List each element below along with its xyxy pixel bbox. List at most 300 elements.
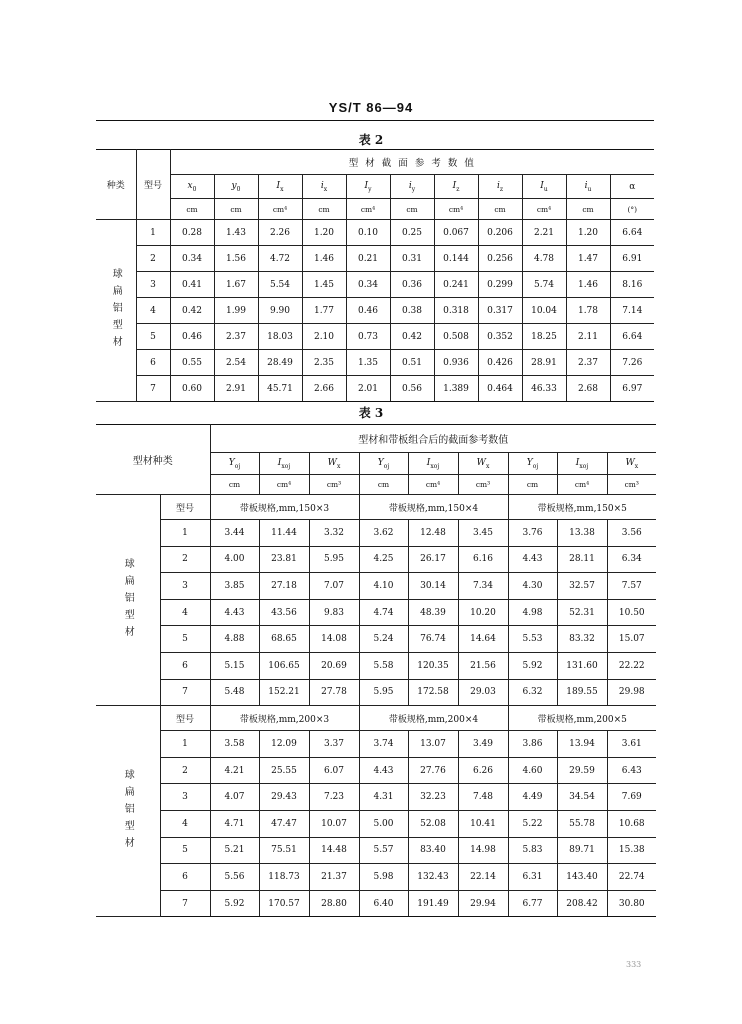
table-cell: 68.65 [259, 626, 309, 653]
symbol-header: $i_x$ [302, 175, 346, 199]
table-row [96, 679, 656, 706]
model-number: 1 [160, 731, 210, 758]
table-cell: 4.72 [258, 246, 302, 272]
table-row [96, 837, 656, 864]
table-cell: 29.98 [607, 679, 656, 706]
table-cell: 10.07 [309, 810, 359, 837]
table-cell: 6.40 [359, 890, 408, 917]
table2 [96, 149, 654, 402]
table-cell: 83.40 [408, 837, 458, 864]
table-cell: 5.98 [359, 864, 408, 891]
model-number: 4 [160, 810, 210, 837]
table-cell: 21.56 [458, 652, 508, 679]
spec-header: 带板规格,mm,150×5 [508, 495, 656, 520]
table-cell: 0.73 [346, 324, 390, 350]
table-cell: 1.56 [214, 246, 258, 272]
table-cell: 0.36 [390, 272, 434, 298]
table-cell: 5.92 [210, 890, 259, 917]
model-number: 3 [160, 784, 210, 811]
table-cell: 7.14 [610, 298, 654, 324]
symbol-header: $W_x$ [607, 453, 656, 475]
table-cell: 3.62 [359, 520, 408, 547]
table-cell: 2.11 [566, 324, 610, 350]
kind-label: 球扁铝型材 [96, 706, 160, 917]
table-cell: 5.95 [309, 546, 359, 573]
table-cell: 6.07 [309, 757, 359, 784]
table-cell: 1.46 [302, 246, 346, 272]
table-cell: 28.11 [557, 546, 607, 573]
table-cell: 6.34 [607, 546, 656, 573]
table-cell: 4.43 [508, 546, 557, 573]
spec-header: 带板规格,mm,200×4 [359, 706, 508, 731]
unit-header: cm⁴ [259, 475, 309, 495]
unit-header: cm [170, 199, 214, 220]
table-cell: 6.77 [508, 890, 557, 917]
table-cell: 0.42 [170, 298, 214, 324]
unit-header: cm [478, 199, 522, 220]
table-cell: 6.91 [610, 246, 654, 272]
table-cell: 27.78 [309, 679, 359, 706]
table-cell: 1.389 [434, 376, 478, 402]
table-cell: 5.54 [258, 272, 302, 298]
table-cell: 29.43 [259, 784, 309, 811]
table-cell: 8.16 [610, 272, 654, 298]
symbol-header: $Y_{oj}$ [210, 453, 259, 475]
table-cell: 5.15 [210, 652, 259, 679]
table-row [96, 298, 654, 324]
table-cell: 0.55 [170, 350, 214, 376]
unit-header: cm [390, 199, 434, 220]
table-cell: 32.23 [408, 784, 458, 811]
table-row [96, 890, 656, 917]
table-cell: 15.07 [607, 626, 656, 653]
table-cell: 46.33 [522, 376, 566, 402]
table-cell: 106.65 [259, 652, 309, 679]
table-cell: 4.60 [508, 757, 557, 784]
table-cell: 3.56 [607, 520, 656, 547]
table-cell: 4.10 [359, 573, 408, 600]
table-cell: 27.76 [408, 757, 458, 784]
standard-code: YS/T 86—94 [328, 100, 414, 115]
table-cell: 27.18 [259, 573, 309, 600]
table-cell: 152.21 [259, 679, 309, 706]
table-cell: 0.241 [434, 272, 478, 298]
table-cell: 13.07 [408, 731, 458, 758]
unit-header: cm [214, 199, 258, 220]
table-cell: 10.41 [458, 810, 508, 837]
table-cell: 0.60 [170, 376, 214, 402]
model-label: 型号 [160, 706, 210, 731]
unit-header: cm [302, 199, 346, 220]
model-number: 5 [160, 626, 210, 653]
table-cell: 12.09 [259, 731, 309, 758]
table-cell: 7.26 [610, 350, 654, 376]
table-row [96, 731, 656, 758]
table-cell: 3.76 [508, 520, 557, 547]
table-cell: 28.91 [522, 350, 566, 376]
table-row [96, 272, 654, 298]
unit-header: cm³ [458, 475, 508, 495]
table-cell: 2.35 [302, 350, 346, 376]
table-cell: 18.03 [258, 324, 302, 350]
unit-header: cm⁴ [408, 475, 458, 495]
table-row [96, 864, 656, 891]
table-cell: 3.61 [607, 731, 656, 758]
table-cell: 3.86 [508, 731, 557, 758]
table-cell: 30.80 [607, 890, 656, 917]
symbol-header: $I_x$ [258, 175, 302, 199]
table-cell: 4.00 [210, 546, 259, 573]
table-cell: 172.58 [408, 679, 458, 706]
table-cell: 0.25 [390, 220, 434, 246]
table-cell: 0.31 [390, 246, 434, 272]
table-cell: 10.68 [607, 810, 656, 837]
table-cell: 1.99 [214, 298, 258, 324]
table-row [96, 652, 656, 679]
table-cell: 7.23 [309, 784, 359, 811]
table-cell: 5.57 [359, 837, 408, 864]
table-cell: 0.51 [390, 350, 434, 376]
col-kind-header: 种类 [96, 150, 136, 220]
table-cell: 0.352 [478, 324, 522, 350]
table-row [96, 626, 656, 653]
table-cell: 4.07 [210, 784, 259, 811]
table-cell: 0.34 [170, 246, 214, 272]
table-cell: 5.21 [210, 837, 259, 864]
unit-header: cm [210, 475, 259, 495]
table-cell: 1.47 [566, 246, 610, 272]
table-cell: 0.426 [478, 350, 522, 376]
table-cell: 4.43 [359, 757, 408, 784]
table-row [96, 350, 654, 376]
model-number: 2 [160, 757, 210, 784]
model-number: 4 [136, 298, 170, 324]
table-cell: 29.03 [458, 679, 508, 706]
table-cell: 7.69 [607, 784, 656, 811]
table-cell: 0.299 [478, 272, 522, 298]
table-cell: 4.30 [508, 573, 557, 600]
table-cell: 0.144 [434, 246, 478, 272]
model-number: 7 [160, 679, 210, 706]
spec-header: 带板规格,mm,150×4 [359, 495, 508, 520]
table-cell: 5.00 [359, 810, 408, 837]
table-cell: 0.464 [478, 376, 522, 402]
model-label: 型号 [160, 495, 210, 520]
table-cell: 191.49 [408, 890, 458, 917]
table-cell: 20.69 [309, 652, 359, 679]
model-number: 3 [136, 272, 170, 298]
table-cell: 6.43 [607, 757, 656, 784]
table-cell: 25.55 [259, 757, 309, 784]
model-number: 1 [160, 520, 210, 547]
table-cell: 4.21 [210, 757, 259, 784]
table-cell: 3.49 [458, 731, 508, 758]
table-cell: 15.38 [607, 837, 656, 864]
table-cell: 75.51 [259, 837, 309, 864]
table-row [96, 599, 656, 626]
model-number: 7 [136, 376, 170, 402]
unit-header: (°) [610, 199, 654, 220]
table-cell: 14.48 [309, 837, 359, 864]
unit-header: cm [359, 475, 408, 495]
table-cell: 0.46 [346, 298, 390, 324]
table-cell: 3.44 [210, 520, 259, 547]
table-cell: 0.318 [434, 298, 478, 324]
table-cell: 0.41 [170, 272, 214, 298]
table-cell: 4.43 [210, 599, 259, 626]
table-cell: 3.85 [210, 573, 259, 600]
table-cell: 0.936 [434, 350, 478, 376]
symbol-header: $I_{xoj}$ [408, 453, 458, 475]
table-cell: 14.08 [309, 626, 359, 653]
table-row [96, 546, 656, 573]
table-cell: 0.10 [346, 220, 390, 246]
table-cell: 22.22 [607, 652, 656, 679]
table-cell: 3.45 [458, 520, 508, 547]
table-cell: 29.59 [557, 757, 607, 784]
table-cell: 52.08 [408, 810, 458, 837]
symbol-header: $Y_{oj}$ [359, 453, 408, 475]
table-cell: 3.58 [210, 731, 259, 758]
unit-header: cm⁴ [522, 199, 566, 220]
table-cell: 2.26 [258, 220, 302, 246]
table-cell: 1.43 [214, 220, 258, 246]
table-cell: 7.07 [309, 573, 359, 600]
table-cell: 83.32 [557, 626, 607, 653]
table-row [96, 220, 654, 246]
table-cell: 4.74 [359, 599, 408, 626]
model-number: 5 [136, 324, 170, 350]
table-cell: 131.60 [557, 652, 607, 679]
symbol-header: $I_{xoj}$ [259, 453, 309, 475]
table3-caption: 表 3 [358, 406, 384, 420]
table-cell: 7.34 [458, 573, 508, 600]
table-cell: 26.17 [408, 546, 458, 573]
unit-header: cm [508, 475, 557, 495]
table-cell: 6.16 [458, 546, 508, 573]
col-kind-header: 型材种类 [96, 425, 210, 495]
unit-header: cm [566, 199, 610, 220]
model-number: 6 [136, 350, 170, 376]
table-cell: 1.20 [566, 220, 610, 246]
table-cell: 21.37 [309, 864, 359, 891]
table-cell: 76.74 [408, 626, 458, 653]
table-cell: 2.01 [346, 376, 390, 402]
table-cell: 4.78 [522, 246, 566, 272]
table-cell: 7.57 [607, 573, 656, 600]
table-cell: 32.57 [557, 573, 607, 600]
table-cell: 3.37 [309, 731, 359, 758]
table-cell: 6.26 [458, 757, 508, 784]
table-cell: 4.31 [359, 784, 408, 811]
symbol-header: $I_{xoj}$ [557, 453, 607, 475]
table-cell: 5.58 [359, 652, 408, 679]
table-cell: 5.95 [359, 679, 408, 706]
symbol-header: $I_y$ [346, 175, 390, 199]
spec-header: 带板规格,mm,200×3 [210, 706, 359, 731]
table-cell: 6.64 [610, 220, 654, 246]
table-cell: 0.256 [478, 246, 522, 272]
table-cell: 4.88 [210, 626, 259, 653]
table-cell: 1.77 [302, 298, 346, 324]
table-cell: 30.14 [408, 573, 458, 600]
model-number: 2 [160, 546, 210, 573]
table-cell: 1.35 [346, 350, 390, 376]
table-cell: 14.64 [458, 626, 508, 653]
kind-label: 球扁铝型材 [96, 220, 136, 402]
page-number: 333 [626, 960, 642, 969]
symbol-header: $Y_{oj}$ [508, 453, 557, 475]
table-cell: 3.32 [309, 520, 359, 547]
table-cell: 5.83 [508, 837, 557, 864]
group-title: 型 材 截 面 参 考 数 值 [170, 150, 654, 175]
table-cell: 7.48 [458, 784, 508, 811]
table-cell: 5.92 [508, 652, 557, 679]
group-title: 型材和带板组合后的截面参考数值 [210, 425, 656, 453]
symbol-header: $i_y$ [390, 175, 434, 199]
table-cell: 0.56 [390, 376, 434, 402]
table-cell: 3.74 [359, 731, 408, 758]
table-cell: 1.78 [566, 298, 610, 324]
table-cell: 23.81 [259, 546, 309, 573]
table-cell: 89.71 [557, 837, 607, 864]
table-cell: 0.21 [346, 246, 390, 272]
table-cell: 48.39 [408, 599, 458, 626]
symbol-header: $y_0$ [214, 175, 258, 199]
table-cell: 0.508 [434, 324, 478, 350]
table-row [96, 520, 656, 547]
table-cell: 4.49 [508, 784, 557, 811]
spec-header: 带板规格,mm,200×5 [508, 706, 656, 731]
table-cell: 5.22 [508, 810, 557, 837]
unit-header: cm³ [607, 475, 656, 495]
model-number: 6 [160, 652, 210, 679]
symbol-header: $I_u$ [522, 175, 566, 199]
table-cell: 12.48 [408, 520, 458, 547]
unit-header: cm⁴ [557, 475, 607, 495]
table-cell: 5.74 [522, 272, 566, 298]
table-cell: 2.37 [214, 324, 258, 350]
unit-header: cm⁴ [434, 199, 478, 220]
table-cell: 10.50 [607, 599, 656, 626]
model-number: 3 [160, 573, 210, 600]
table-cell: 143.40 [557, 864, 607, 891]
table-cell: 55.78 [557, 810, 607, 837]
table-cell: 34.54 [557, 784, 607, 811]
symbol-header: $W_x$ [458, 453, 508, 475]
table-cell: 9.83 [309, 599, 359, 626]
table-cell: 0.46 [170, 324, 214, 350]
header-rule [96, 120, 654, 121]
table-cell: 6.32 [508, 679, 557, 706]
table-cell: 2.91 [214, 376, 258, 402]
table-cell: 1.46 [566, 272, 610, 298]
table-cell: 0.28 [170, 220, 214, 246]
table-cell: 208.42 [557, 890, 607, 917]
table-cell: 5.56 [210, 864, 259, 891]
table-cell: 4.71 [210, 810, 259, 837]
table-cell: 0.206 [478, 220, 522, 246]
kind-label: 球扁铝型材 [96, 495, 160, 706]
table-cell: 28.49 [258, 350, 302, 376]
model-number: 7 [160, 890, 210, 917]
table-cell: 2.10 [302, 324, 346, 350]
symbol-header: $x_0$ [170, 175, 214, 199]
table-cell: 22.74 [607, 864, 656, 891]
table-cell: 6.64 [610, 324, 654, 350]
table-cell: 10.04 [522, 298, 566, 324]
table-cell: 9.90 [258, 298, 302, 324]
unit-header: cm⁴ [346, 199, 390, 220]
table-cell: 189.55 [557, 679, 607, 706]
spec-header: 带板规格,mm,150×3 [210, 495, 359, 520]
model-number: 1 [136, 220, 170, 246]
table-row [96, 324, 654, 350]
symbol-header: $i_u$ [566, 175, 610, 199]
table-cell: 13.38 [557, 520, 607, 547]
symbol-header: $i_z$ [478, 175, 522, 199]
table-cell: 11.44 [259, 520, 309, 547]
table-row [96, 810, 656, 837]
symbol-header: $W_x$ [309, 453, 359, 475]
model-number: 6 [160, 864, 210, 891]
table-row [96, 376, 654, 402]
table-cell: 6.97 [610, 376, 654, 402]
table-cell: 4.25 [359, 546, 408, 573]
table-cell: 2.37 [566, 350, 610, 376]
table-cell: 43.56 [259, 599, 309, 626]
model-number: 2 [136, 246, 170, 272]
table-cell: 5.24 [359, 626, 408, 653]
table-cell: 10.20 [458, 599, 508, 626]
unit-header: cm⁴ [258, 199, 302, 220]
table-cell: 18.25 [522, 324, 566, 350]
table-row [96, 784, 656, 811]
table-cell: 5.53 [508, 626, 557, 653]
table-cell: 47.47 [259, 810, 309, 837]
model-number: 4 [160, 599, 210, 626]
table2-caption: 表 2 [358, 133, 384, 147]
table-cell: 4.98 [508, 599, 557, 626]
table-cell: 0.42 [390, 324, 434, 350]
table-cell: 1.45 [302, 272, 346, 298]
table-row [96, 757, 656, 784]
table-cell: 1.67 [214, 272, 258, 298]
table-cell: 28.80 [309, 890, 359, 917]
table-cell: 45.71 [258, 376, 302, 402]
table-cell: 0.067 [434, 220, 478, 246]
table-cell: 0.34 [346, 272, 390, 298]
symbol-header: $I_z$ [434, 175, 478, 199]
table-cell: 120.35 [408, 652, 458, 679]
model-number: 5 [160, 837, 210, 864]
table-cell: 2.21 [522, 220, 566, 246]
table-cell: 0.38 [390, 298, 434, 324]
table-row [96, 573, 656, 600]
table-cell: 1.20 [302, 220, 346, 246]
table-cell: 6.31 [508, 864, 557, 891]
unit-header: cm³ [309, 475, 359, 495]
table-cell: 118.73 [259, 864, 309, 891]
table-cell: 0.317 [478, 298, 522, 324]
table3 [96, 424, 656, 917]
table-cell: 2.54 [214, 350, 258, 376]
table-cell: 14.98 [458, 837, 508, 864]
table-cell: 52.31 [557, 599, 607, 626]
table-cell: 22.14 [458, 864, 508, 891]
table-cell: 2.66 [302, 376, 346, 402]
table-cell: 5.48 [210, 679, 259, 706]
